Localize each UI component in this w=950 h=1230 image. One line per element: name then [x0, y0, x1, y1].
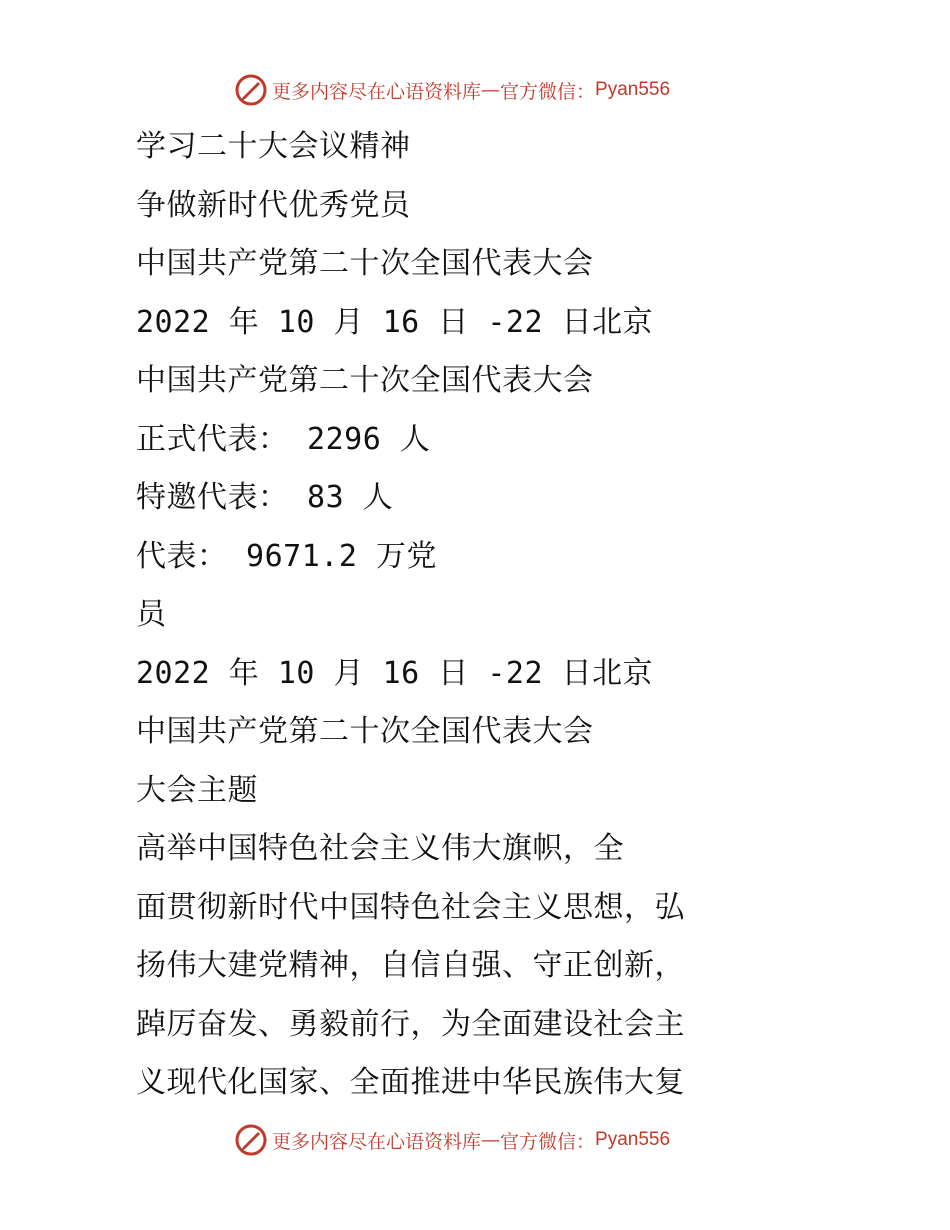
text-line: 2022 年 10 月 16 日 -22 日北京: [136, 304, 654, 340]
text-line: 中国共产党第二十次全国代表大会: [136, 714, 594, 749]
banner-wechat-label: 官方微信：: [500, 1130, 596, 1153]
text-line: 2022 年 10 月 16 日 -22 日北京: [136, 655, 654, 691]
document-body: [136, 118, 796, 1113]
text-line: 中国共产党第二十次全国代表大会: [136, 363, 594, 398]
banner-wechat-id: Pyan556: [595, 1129, 671, 1150]
banner-wechat-label: 官方微信：: [500, 80, 596, 103]
text-line: 面贯彻新时代中国特色社会主义思想，弘: [136, 889, 685, 925]
banner-text: 更多内容尽在心语资料库: [272, 1130, 482, 1153]
text-line: 学习二十大会议精神: [136, 129, 411, 164]
text-line: 踔厉奋发、勇毅前行，为全面建设社会主: [136, 1006, 685, 1042]
text-line: 扬伟大建党精神，自信自强、守正创新，: [136, 948, 685, 983]
text-line: 高举中国特色社会主义伟大旗帜，全: [136, 831, 624, 866]
text-line: 义现代化国家、全面推进中华民族伟大复: [136, 1065, 685, 1100]
quill-logo-icon: [234, 73, 268, 107]
banner-text: 更多内容尽在心语资料库: [272, 80, 482, 103]
quill-logo-icon: [234, 1123, 268, 1157]
header-banner: [234, 72, 670, 108]
banner-separator: —: [481, 1129, 501, 1151]
text-line: 正式代表： 2296 人: [136, 421, 431, 457]
text-line: 员: [136, 597, 167, 632]
text-line: 争做新时代优秀党员: [136, 187, 411, 223]
text-line: 大会主题: [136, 772, 258, 808]
text-line: 特邀代表： 83 人: [136, 480, 394, 515]
banner-wechat-id: Pyan556: [595, 79, 671, 100]
text-line: 中国共产党第二十次全国代表大会: [136, 246, 594, 281]
banner-separator: —: [481, 79, 501, 101]
text-line: 代表： 9671.2 万党: [136, 538, 437, 574]
footer-banner: [234, 1122, 670, 1158]
